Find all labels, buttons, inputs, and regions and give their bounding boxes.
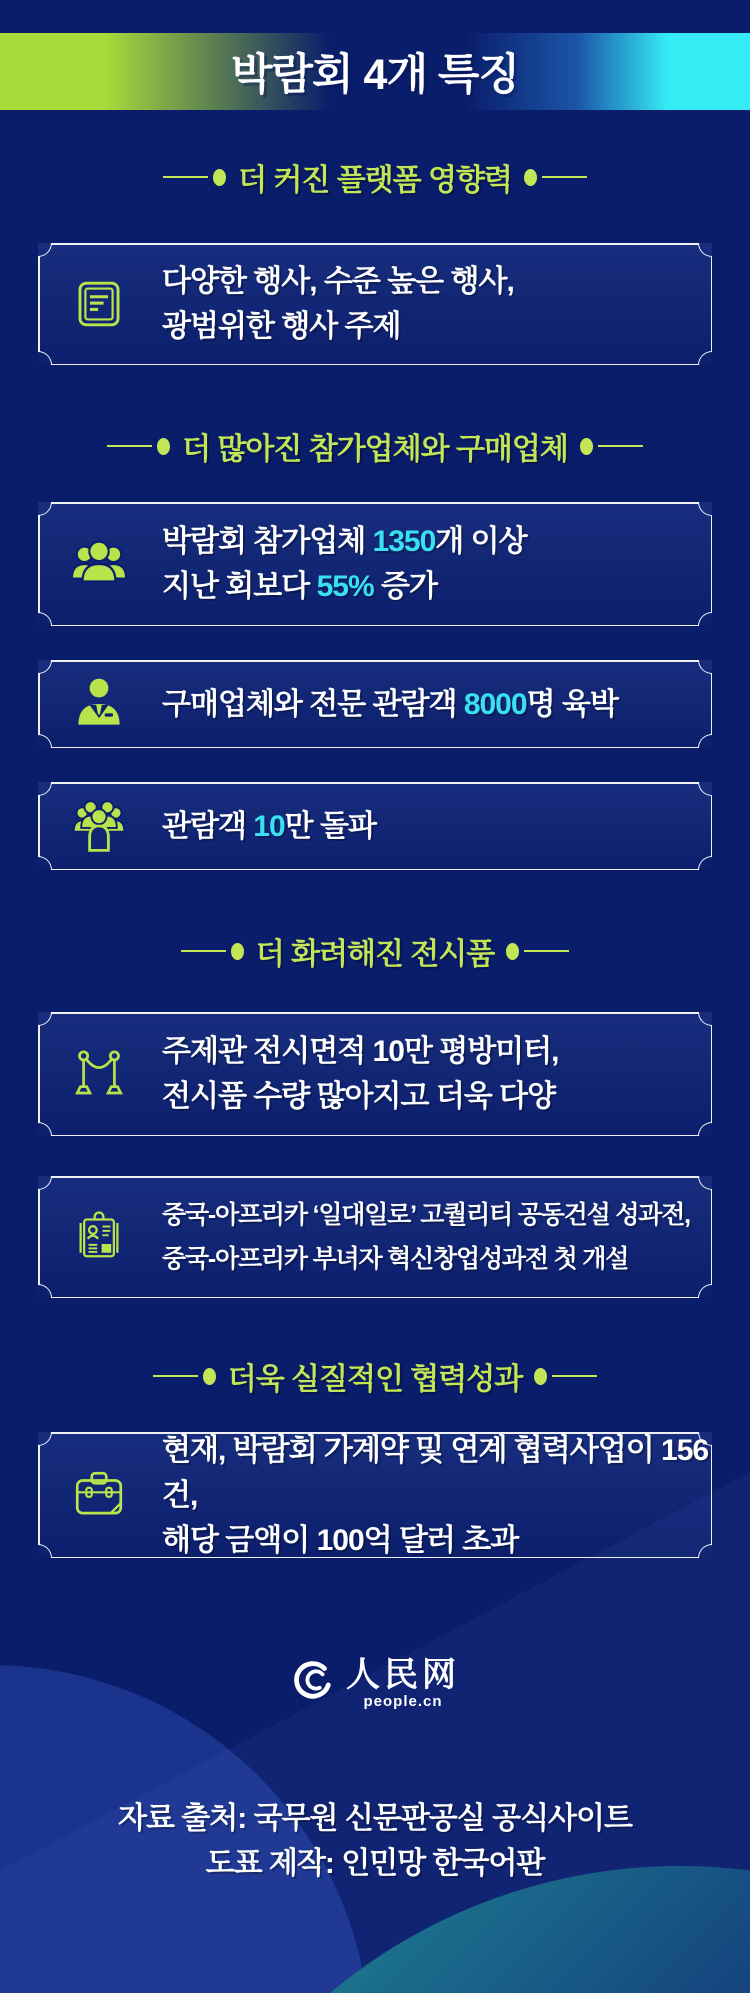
text-segment: 주제관 전시면적 10만 평방미터, <box>162 1035 559 1068</box>
card-inner <box>38 1432 712 1558</box>
card-border-edge <box>38 515 40 613</box>
card-border-edge <box>51 1012 699 1014</box>
card-border-edge <box>38 673 40 735</box>
buyer-person-icon <box>66 674 132 734</box>
heading-dot-icon <box>203 1368 216 1385</box>
card-inner <box>38 660 712 748</box>
text-segment: 현재, 박람회 가계약 및 연계 협력사업이 156건, <box>162 1433 709 1512</box>
text-line <box>162 1193 690 1237</box>
people-cn-swoosh-icon <box>290 1659 336 1710</box>
text-segment: 다양한 행사, 수준 높은 행사, <box>162 265 514 298</box>
text-segment: 박람회 참가업체 <box>162 525 373 558</box>
footer-source-line: 자료 출처: 국무원 신문판공실 공식사이트 <box>118 1802 632 1835</box>
card-events <box>38 243 712 365</box>
card-text <box>162 519 527 609</box>
card-inner <box>38 1176 712 1298</box>
card-border-edge <box>51 625 699 627</box>
document-lines-icon <box>66 275 132 333</box>
card-border-edge <box>51 364 699 366</box>
card-border-edge <box>38 1189 40 1285</box>
text-segment: 만 돌파 <box>284 809 376 843</box>
card-border-edge <box>51 1297 699 1299</box>
text-segment: 광범위한 행사 주제 <box>162 310 401 343</box>
card-border-edge <box>51 1432 699 1434</box>
section-heading-cooperation <box>0 1357 750 1395</box>
highlight-number: 55% <box>316 570 374 603</box>
card-border-edge <box>711 515 713 613</box>
text-line <box>162 259 514 304</box>
logo-cn-text: 人民网 <box>346 1656 460 1694</box>
footer <box>0 1796 750 1886</box>
section-heading-exhibits <box>0 932 750 970</box>
card-text <box>162 682 618 727</box>
people-cn-logo <box>0 1658 750 1710</box>
highlight-number: 10 <box>253 809 285 843</box>
heading-dot-icon <box>534 1368 547 1385</box>
crowd-icon <box>66 796 132 856</box>
card-border-edge <box>711 795 713 857</box>
footer-credit-line: 도표 제작: 인민망 한국어판 <box>205 1847 545 1880</box>
text-line <box>162 1237 690 1281</box>
text-segment: 명 육박 <box>526 687 618 721</box>
card-inner <box>38 502 712 626</box>
card-text <box>162 804 376 849</box>
card-special-exhibitions <box>38 1176 712 1298</box>
heading-dash-icon <box>598 445 643 448</box>
rope-barrier-icon <box>66 1045 132 1103</box>
card-text <box>162 1428 712 1563</box>
header-band <box>0 33 750 110</box>
card-border-edge <box>51 1135 699 1137</box>
section-title: 더 화려해진 전시품 <box>255 938 495 971</box>
text-segment: 구매업체와 전문 관람객 <box>162 687 464 721</box>
card-border-edge <box>38 256 40 352</box>
card-border-edge <box>51 1176 699 1178</box>
card-border-edge <box>51 1557 699 1559</box>
heading-dash-icon <box>181 950 226 953</box>
logo-domain-text: people.cn <box>363 1693 443 1710</box>
heading-dash-icon <box>153 1375 198 1378</box>
briefcase-icon <box>66 1466 132 1524</box>
card-visitors <box>38 782 712 870</box>
card-exhibit-area <box>38 1012 712 1136</box>
heading-dot-icon <box>213 169 226 186</box>
text-segment: 전시품 수량 많아지고 더욱 다양 <box>162 1080 556 1113</box>
highlight-number: 8000 <box>463 687 527 721</box>
card-border-edge <box>51 782 699 784</box>
id-badge-icon <box>66 1209 132 1265</box>
text-line <box>162 1029 558 1074</box>
page-title: 박람회 4개 특징 <box>230 51 520 99</box>
card-cooperation-results <box>38 1432 712 1558</box>
text-line <box>162 1428 712 1518</box>
card-border-edge <box>51 243 699 245</box>
text-line <box>162 804 376 849</box>
heading-dot-icon <box>231 943 244 960</box>
people-group-icon <box>66 533 132 595</box>
card-border-edge <box>711 256 713 352</box>
heading-dot-icon <box>157 438 170 455</box>
card-inner <box>38 243 712 365</box>
text-segment: 증가 <box>373 570 437 603</box>
card-border-edge <box>51 747 699 749</box>
heading-dash-icon <box>524 950 569 953</box>
text-line <box>162 519 527 564</box>
heading-dash-icon <box>107 445 152 448</box>
card-buyers <box>38 660 712 748</box>
heading-dash-icon <box>163 176 208 179</box>
heading-dot-icon <box>580 438 593 455</box>
heading-dash-icon <box>552 1375 597 1378</box>
highlight-number: 1350 <box>372 525 436 558</box>
card-border-edge <box>51 502 699 504</box>
section-heading-exhibitors <box>0 427 750 465</box>
card-text <box>162 1193 690 1281</box>
card-border-edge <box>51 660 699 662</box>
card-border-edge <box>711 1025 713 1123</box>
section-title: 더 많아진 참가업체와 구매업체 <box>182 433 568 466</box>
card-inner <box>38 782 712 870</box>
text-segment: 관람객 <box>162 809 254 843</box>
text-line <box>162 682 618 727</box>
text-segment: 해당 금액이 100억 달러 초과 <box>162 1523 519 1557</box>
text-segment: 중국-아프리카 부녀자 혁신창업성과전 첫 개설 <box>162 1245 629 1273</box>
card-border-edge <box>38 1445 40 1545</box>
text-line <box>162 1074 558 1119</box>
card-inner <box>38 1012 712 1136</box>
card-border-edge <box>711 673 713 735</box>
text-segment: 지난 회보다 <box>162 570 317 603</box>
card-border-edge <box>711 1189 713 1285</box>
text-line <box>162 564 527 609</box>
section-title: 더 커진 플랫폼 영향력 <box>238 164 512 197</box>
text-segment: 개 이상 <box>435 525 527 558</box>
card-border-edge <box>711 1445 713 1545</box>
section-title: 더욱 실질적인 협력성과 <box>227 1363 523 1396</box>
card-border-edge <box>38 795 40 857</box>
heading-dash-icon <box>542 176 587 179</box>
heading-dot-icon <box>524 169 537 186</box>
card-text <box>162 259 514 349</box>
card-border-edge <box>51 869 699 871</box>
card-border-edge <box>38 1025 40 1123</box>
logo-text <box>346 1658 460 1710</box>
section-heading-platform <box>0 158 750 196</box>
text-line <box>162 304 514 349</box>
heading-dot-icon <box>506 943 519 960</box>
text-segment: 중국-아프리카 ‘일대일로’ 고퀄리티 공동건설 성과전, <box>162 1201 690 1229</box>
card-text <box>162 1029 558 1119</box>
content <box>0 33 750 1886</box>
card-exhibitor-count <box>38 502 712 626</box>
